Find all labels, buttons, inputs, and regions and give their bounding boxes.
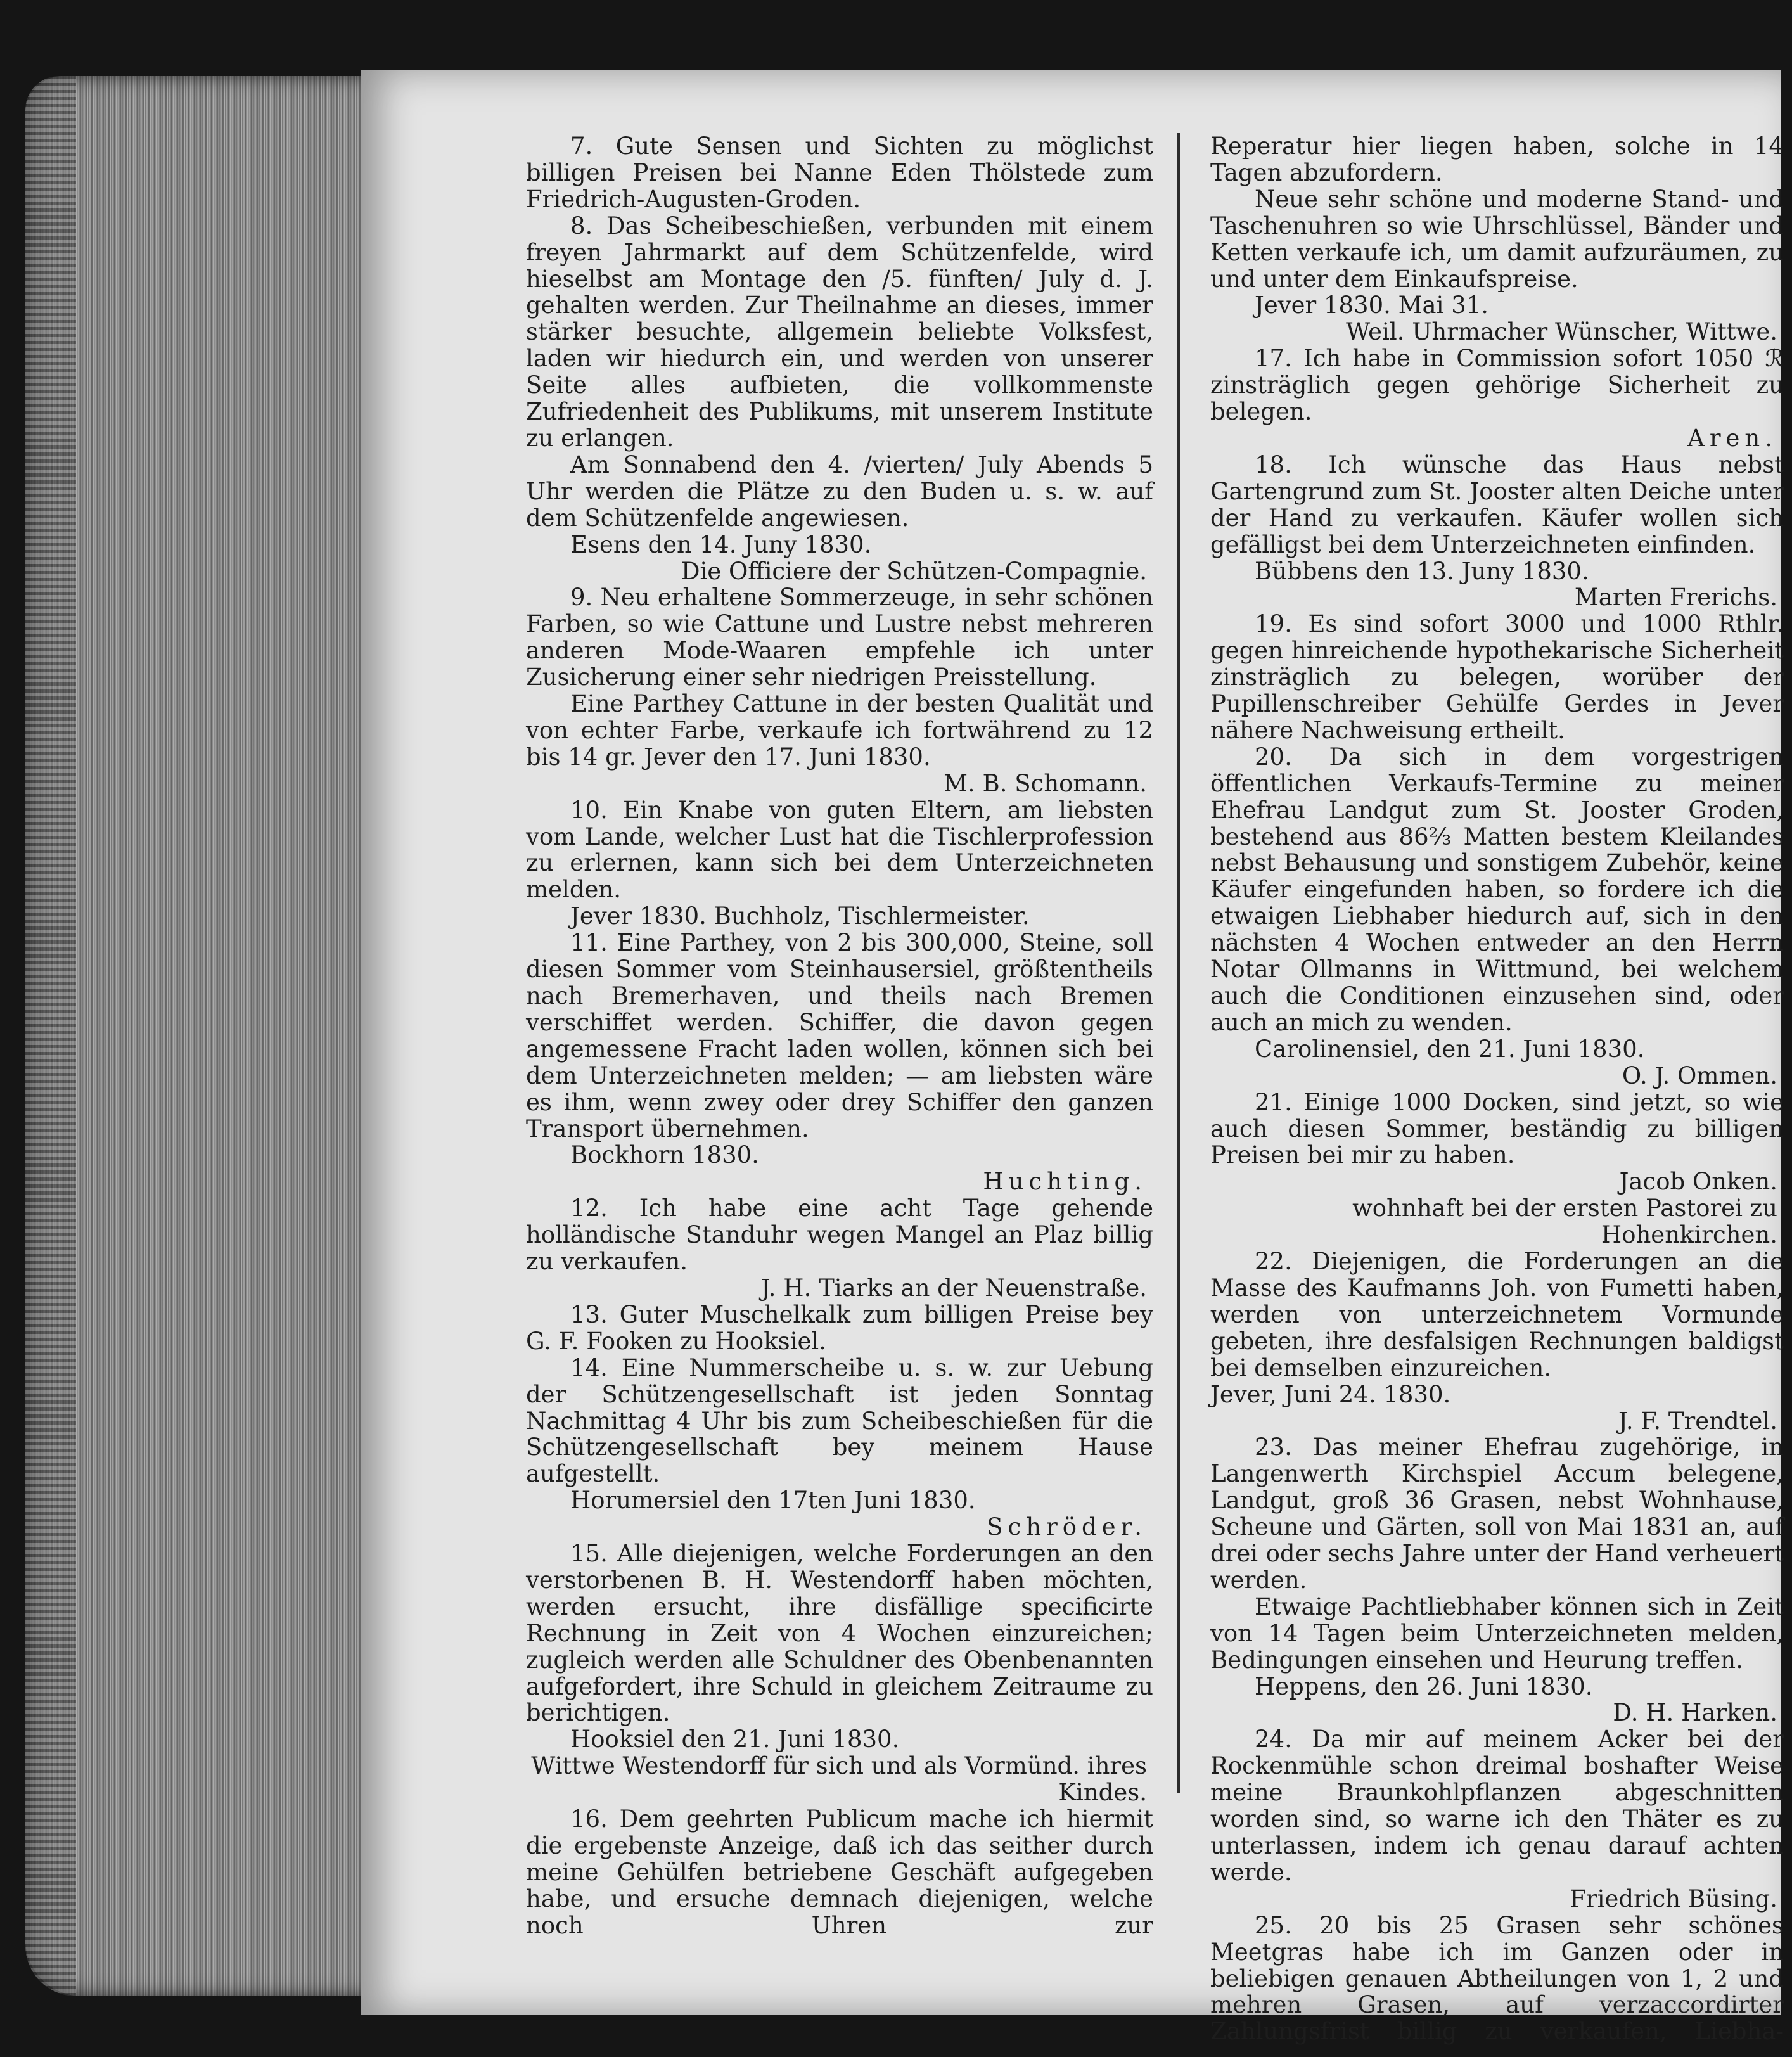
left-text-column	[526, 133, 1153, 1939]
notice-paragraph: Neue sehr schöne und moderne Stand- und Taschenuhren so wie Uhrschlüssel, Bänder und Ketten verkaufe ich, um damit aufzuräumen, zu und unter dem Einkaufspreise.	[1210, 185, 1784, 293]
notice-paragraph: 25. 20 bis 25 Grasen sehr schönes Meetgras habe ich im Ganzen oder in beliebigen genauen Abtheilungen von 1, 2 und mehren Grasen, auf verzaccordirter Zahlungsfrist billig zu verkaufen, Liebha-	[1210, 1911, 1784, 2046]
notice-paragraph: 21. Einige 1000 Docken, sind jetzt, so wie auch diesen Sommer, beständig zu billigen Preisen bei mir zu haben.	[1210, 1088, 1784, 1169]
notice-paragraph: Jever 1830. Buchholz, Tischlermeister.	[570, 902, 1030, 930]
book-fore-edge	[25, 76, 380, 1996]
notice-paragraph: 7. Gute Sensen und Sichten zu möglichst billigen Preisen bei Nanne Eden Thölstede zum Friedrich-Augusten-Groden.	[526, 132, 1153, 213]
notice-paragraph: Carolinensiel, den 21. Juni 1830.	[1255, 1035, 1645, 1063]
notice-paragraph: 17. Ich habe in Commission sofort 1050 ℛ zinsträglich gegen gehörige Sicherheit zu belegen.	[1210, 345, 1784, 426]
notice-paragraph: 24. Da mir auf meinem Acker bei der Rockenmühle schon dreimal boshafter Weise meine Braunkohlpflanzen abgeschnitten worden sind, so warne ich den Thäter es zu unterlassen, indem ich genau darauf achten werde.	[1210, 1726, 1784, 1886]
notice-paragraph: 18. Ich wünsche das Haus nebst Gartengrund zum St. Jooster alten Deiche unter der Hand zu verkaufen. Käufer wollen sich gefälligst bei dem Unterzeichneten einfinden.	[1210, 451, 1784, 558]
column-divider	[1177, 133, 1180, 1793]
notice-paragraph: J. F. Trendtel.	[1618, 1407, 1777, 1435]
notice-paragraph: 15. Alle diejenigen, welche Forderungen an den verstorbenen B. H. Westendorff haben möchten, werden ersucht, ihre disfällige specificirte Rechnung in Zeit von 4 Wochen einzureichen; zugleich werden alle Schuldner des Obenbenannten aufgefordert, ihre Schuld in gleichem Zeitraume zu berichtigen.	[526, 1540, 1153, 1727]
notice-paragraph: D. H. Harken.	[1613, 1699, 1777, 1727]
notice-paragraph: 20. Da sich in dem vorgestrigen öffentlichen Verkaufs-Termine zu meiner Ehefrau Landgut zum St. Jooster Groden, bestehend aus 86⅔ Matten bestem Kleilandes nebst Behausung und sonstigem Zubehör, keine Käufer eingefunden haben, so fordere ich die etwaigen Liebhaber hiedurch auf, sich in den nächsten 4 Wochen entweder an den Herrn Notar Ollmanns in Wittmund, bei welchem auch die Conditionen einzusehen sind, oder auch an mich zu wenden.	[1210, 743, 1784, 1036]
notice-paragraph: Etwaige Pachtliebhaber können sich in Zeit von 14 Tagen beim Unterzeichneten melden, Bedingungen einsehen und Heurung treffen.	[1210, 1592, 1784, 1674]
notice-paragraph: M. B. Schomann.	[944, 769, 1147, 797]
notice-paragraph: Hooksiel den 21. Juni 1830.	[570, 1726, 900, 1753]
notice-paragraph: 16. Dem geehrten Publicum mache ich hiermit die ergebenste Anzeige, daß ich das seither durch meine Gehülfen betriebene Geschäft aufgegeben habe, und ersuche demnach diejenigen, welche noch Uhren zur	[526, 1805, 1153, 1939]
notice-paragraph: Friedrich Büsing.	[1570, 1885, 1777, 1913]
notice-paragraph: Jever 1830. Mai 31.	[1255, 292, 1489, 319]
notice-paragraph: 14. Eine Nummerscheibe u. s. w. zur Uebung der Schützengesellschaft ist jeden Sonntag Nachmittag 4 Uhr bis zum Scheibeschießen für die Schützengesellschaft bey meinem Hause aufgestellt.	[526, 1354, 1153, 1488]
notice-paragraph: J. H. Tiarks an der Neuenstraße.	[760, 1274, 1147, 1302]
notice-paragraph: Huchting.	[983, 1168, 1147, 1196]
notice-paragraph: Schröder.	[987, 1513, 1147, 1541]
notice-paragraph: Jacob Onken.	[1619, 1168, 1777, 1196]
notice-paragraph: wohnhaft bei der ersten Pastorei zu Hohenkirchen.	[1352, 1195, 1777, 1249]
notice-paragraph: O. J. Ommen.	[1622, 1061, 1777, 1089]
notice-paragraph: Weil. Uhrmacher Wünscher, Wittwe.	[1346, 318, 1777, 346]
notice-paragraph: Die Officiere der Schützen-Compagnie.	[681, 557, 1147, 585]
notice-paragraph: Esens den 14. Juny 1830.	[570, 530, 872, 558]
notice-paragraph: Reperatur hier liegen haben, solche in 14 Tagen abzufordern.	[1210, 132, 1784, 186]
notice-paragraph: 11. Eine Parthey, von 2 bis 300,000, Steine, soll diesen Sommer vom Steinhausersiel, größtentheils nach Bremerhaven, und theils nach Bremen verschiffet werden. Schiffer, die davon gegen angemessene Fracht laden wollen, können sich bei dem Unterzeichneten melden; — am liebsten wäre es ihm, wenn zwey oder drey Schiffer den ganzen Transport übernehmen.	[526, 929, 1153, 1143]
notice-paragraph: 8. Das Scheibeschießen, verbunden mit einem freyen Jahrmarkt auf dem Schützenfelde, wird hieselbst am Montage den /5. fünften/ July d. J. gehalten werden. Zur Theilnahme an dieses, immer stärker besuchte, allgemein beliebte Volksfest, laden wir hiedurch ein, und werden von unserer Seite alles aufbieten, die vollkommenste Zufriedenheit des Publikums, mit unserem Institute zu erlangen.	[526, 212, 1153, 452]
notice-paragraph: 12. Ich habe eine acht Tage gehende holländische Standuhr wegen Mangel an Plaz billig zu verkaufen.	[526, 1195, 1153, 1276]
notice-paragraph: Jever, Juni 24. 1830.	[1210, 1380, 1451, 1408]
notice-paragraph: 13. Guter Muschelkalk zum billigen Preise bey G. F. Fooken zu Hooksiel.	[526, 1300, 1153, 1355]
notice-paragraph: Marten Frerichs.	[1574, 584, 1777, 612]
notice-paragraph: Wittwe Westendorff für sich und als Vormünd. ihres Kindes.	[531, 1752, 1147, 1807]
notice-paragraph: Am Sonnabend den 4. /vierten/ July Abends 5 Uhr werden die Plätze zu den Buden u. s. w. auf dem Schützenfelde angewiesen.	[526, 451, 1153, 532]
notice-paragraph: 9. Neu erhaltene Sommerzeuge, in sehr schönen Farben, so wie Cattune und Lustre nebst mehreren anderen Mode-Waaren empfehle ich unter Zusicherung einer sehr niedrigen Preisstellung.	[526, 584, 1153, 691]
notice-paragraph: Eine Parthey Cattune in der besten Qualität und von echter Farbe, verkaufe ich fortwährend zu 12 bis 14 gr. Jever den 17. Juni 1830.	[526, 690, 1153, 771]
right-text-column	[1210, 133, 1784, 2045]
notice-paragraph: 10. Ein Knabe von guten Eltern, am liebsten vom Lande, welcher Lust hat die Tischlerprofession zu erlernen, kann sich bei dem Unterzeichneten melden.	[526, 796, 1153, 904]
notice-paragraph: 22. Diejenigen, die Forderungen an die Masse des Kaufmanns Joh. von Fumetti haben, werden von unterzeichnetem Vormunde gebeten, ihre desfalsigen Rechnungen baldigst bei demselben einzureichen.	[1210, 1248, 1784, 1381]
notice-paragraph: 23. Das meiner Ehefrau zugehörige, in Langenwerth Kirchspiel Accum belegene, Landgut, groß 36 Grasen, nebst Wohnhause, Scheune und Gärten, soll von Mai 1831 an, auf drei oder sechs Jahre unter der Hand verheuert werden.	[1210, 1433, 1784, 1594]
notice-paragraph: Aren.	[1687, 424, 1777, 452]
notice-paragraph: Bockhorn 1830.	[570, 1141, 759, 1169]
notice-paragraph: Horumersiel den 17ten Juni 1830.	[570, 1487, 976, 1515]
notice-paragraph: 19. Es sind sofort 3000 und 1000 Rthlr. gegen hinreichende hypothekarische Sicherheit zinsträglich zu belegen, worüber der Pupillenschreiber Gehülfe Gerdes in Jever nähere Nachweisung ertheilt.	[1210, 610, 1784, 744]
notice-paragraph: Bübbens den 13. Juny 1830.	[1255, 557, 1589, 585]
notice-paragraph: Heppens, den 26. Juni 1830.	[1255, 1672, 1593, 1700]
